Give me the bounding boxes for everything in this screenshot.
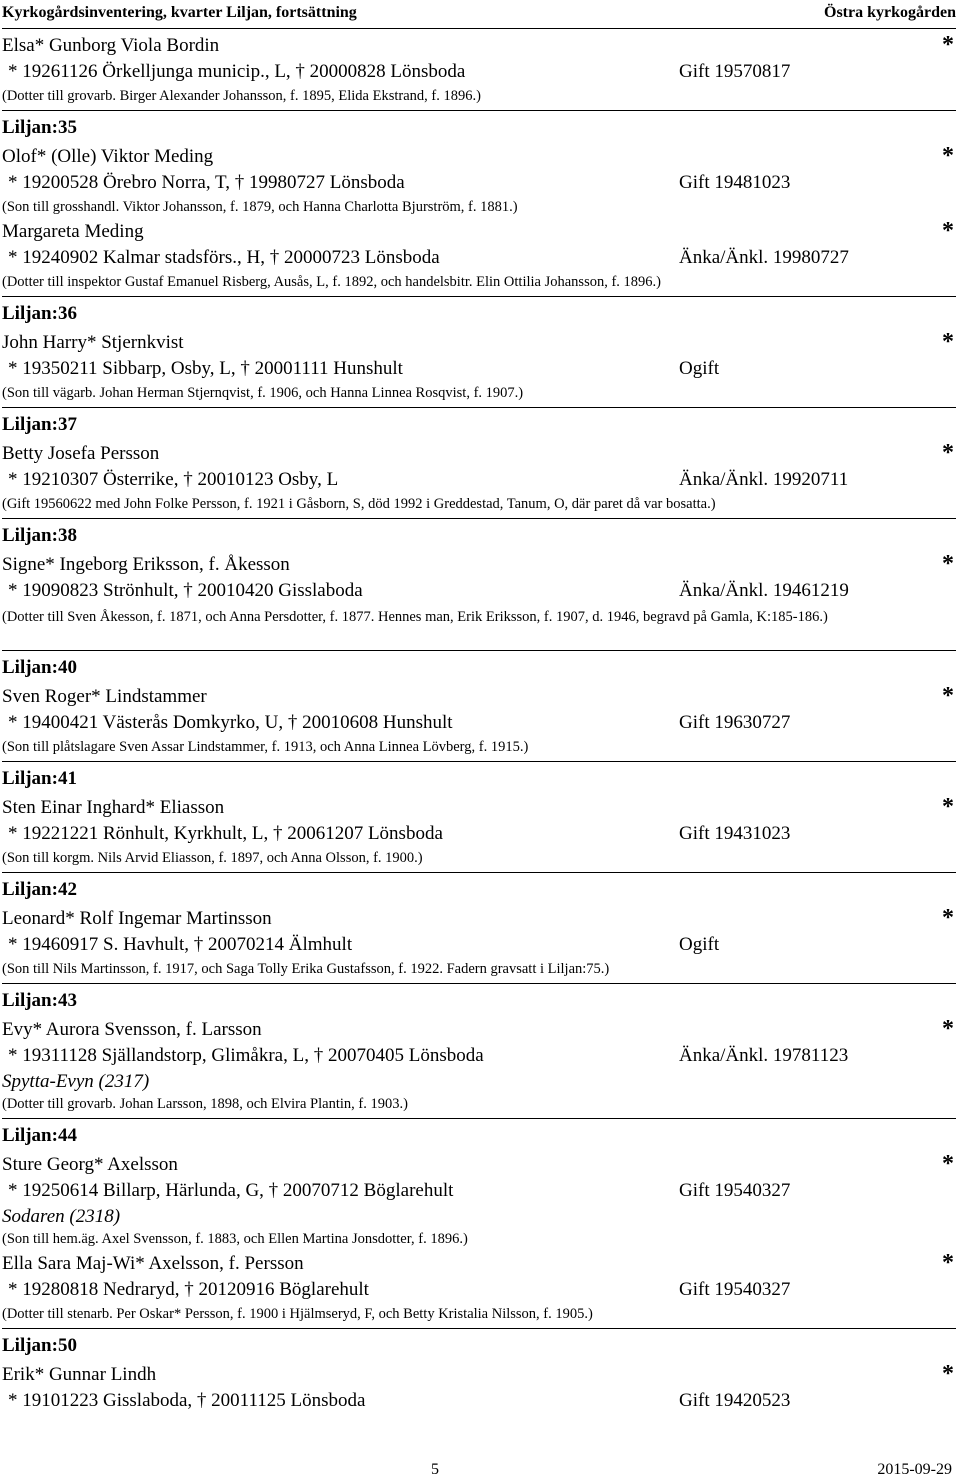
section-divider — [2, 1118, 956, 1119]
header-cemetery: Östra kyrkogården — [824, 4, 956, 21]
section-divider — [2, 872, 956, 873]
star-mark: * — [942, 794, 954, 820]
civil-status: Gift 19420523 — [679, 1390, 791, 1411]
person-name: Margareta Meding — [2, 221, 144, 242]
lot-label: Liljan:36 — [2, 303, 77, 324]
section-divider — [2, 761, 956, 762]
birth-death: * 19200528 Örebro Norra, T, † 19980727 Lönsboda — [8, 172, 405, 193]
person-name: Sven Roger* Lindstammer — [2, 686, 207, 707]
person-name: Sten Einar Inghard* Eliasson — [2, 797, 225, 818]
person-name: Elsa* Gunborg Viola Bordin — [2, 35, 220, 56]
parents-note: (Dotter till stenarb. Per Oskar* Persson, f. 1900 i Hjälmseryd, F, och Betty Kristalia Nilsson, f. 1905.) — [2, 1306, 593, 1322]
star-mark: * — [942, 1151, 954, 1177]
lot-label: Liljan:40 — [2, 657, 77, 678]
civil-status: Gift 19630727 — [679, 712, 791, 733]
birth-death: * 19311128 Själlandstorp, Glimåkra, L, † 20070405 Lönsboda — [8, 1045, 484, 1066]
star-mark: * — [942, 683, 954, 709]
parents-note: (Son till plåtslagare Sven Assar Lindstammer, f. 1913, och Anna Linnea Lövberg, f. 1915.) — [2, 739, 529, 755]
person-name: Betty Josefa Persson — [2, 443, 160, 464]
parents-note: (Son till vägarb. Johan Herman Stjernqvist, f. 1906, och Hanna Linnea Rosqvist, f. 1907.) — [2, 385, 524, 401]
star-mark: * — [942, 1361, 954, 1387]
parents-note: (Dotter till inspektor Gustaf Emanuel Risberg, Ausås, L, f. 1892, och handelsbitr. Elin Ottilia Johansson, f. 1896.) — [2, 274, 661, 290]
parents-note: (Son till hem.äg. Axel Svensson, f. 1883, och Ellen Martina Jonsdotter, f. 1896.) — [2, 1231, 468, 1247]
person-name: Evy* Aurora Svensson, f. Larsson — [2, 1019, 262, 1040]
lot-label: Liljan:38 — [2, 525, 77, 546]
lot-label: Liljan:43 — [2, 990, 77, 1011]
civil-status: Gift 19540327 — [679, 1180, 791, 1201]
star-mark: * — [942, 1250, 954, 1276]
section-divider — [2, 983, 956, 984]
civil-status: Änka/Änkl. 19461219 — [679, 580, 849, 601]
section-divider — [2, 110, 956, 111]
nickname: Spytta-Evyn (2317) — [2, 1071, 150, 1092]
birth-death: * 19240902 Kalmar stadsförs., H, † 20000723 Lönsboda — [8, 247, 440, 268]
header-divider — [2, 28, 956, 29]
parents-note: (Son till korgm. Nils Arvid Eliasson, f. 1897, och Anna Olsson, f. 1900.) — [2, 850, 423, 866]
person-name: Sture Georg* Axelsson — [2, 1154, 178, 1175]
parents-note: (Dotter till grovarb. Birger Alexander Johansson, f. 1895, Elida Ekstrand, f. 1896.) — [2, 88, 481, 104]
lot-label: Liljan:41 — [2, 768, 77, 789]
civil-status: Gift 19540327 — [679, 1279, 791, 1300]
birth-death: * 19090823 Strönhult, † 20010420 Gisslaboda — [8, 580, 363, 601]
birth-death: * 19460917 S. Havhult, † 20070214 Älmhult — [8, 934, 353, 955]
parents-note: (Son till grosshandl. Viktor Johansson, f. 1879, och Hanna Charlotta Bjurström, f. 1881.) — [2, 199, 518, 215]
civil-status: Änka/Änkl. 19920711 — [679, 469, 849, 490]
section-divider — [2, 407, 956, 408]
page-number: 5 — [431, 1461, 439, 1478]
header-title: Kyrkogårdsinventering, kvarter Liljan, fortsättning — [2, 4, 357, 21]
parents-note: (Dotter till Sven Åkesson, f. 1871, och Anna Persdotter, f. 1877. Hennes man, Erik Eriksson, f. 1907, d. 1946, begravd på Gamla, K:185-186.) — [2, 609, 828, 625]
lot-label: Liljan:44 — [2, 1125, 77, 1146]
parents-note: (Gift 19560622 med John Folke Persson, f. 1921 i Gåsborn, S, död 1992 i Greddestad, Tanum, O, där paret då var bosatta.) — [2, 496, 716, 512]
lot-label: Liljan:42 — [2, 879, 77, 900]
birth-death: * 19101223 Gisslaboda, † 20011125 Lönsboda — [8, 1390, 366, 1411]
star-mark: * — [942, 329, 954, 355]
section-divider — [2, 650, 956, 651]
civil-status: Gift 19431023 — [679, 823, 791, 844]
birth-death: * 19261126 Örkelljunga municip., L, † 20000828 Lönsboda — [8, 61, 466, 82]
section-divider — [2, 296, 956, 297]
birth-death: * 19400421 Västerås Domkyrko, U, † 20010608 Hunshult — [8, 712, 453, 733]
civil-status: Änka/Änkl. 19781123 — [679, 1045, 849, 1066]
nickname: Sodaren (2318) — [2, 1206, 121, 1227]
section-divider — [2, 1328, 956, 1329]
section-divider — [2, 518, 956, 519]
birth-death: * 19250614 Billarp, Härlunda, G, † 20070712 Böglarehult — [8, 1180, 454, 1201]
civil-status: Gift 19481023 — [679, 172, 791, 193]
civil-status: Ogift — [679, 358, 720, 379]
star-mark: * — [942, 1016, 954, 1042]
print-date: 2015-09-29 — [877, 1461, 952, 1478]
lot-label: Liljan:37 — [2, 414, 77, 435]
lot-label: Liljan:35 — [2, 117, 77, 138]
birth-death: * 19221221 Rönhult, Kyrkhult, L, † 20061207 Lönsboda — [8, 823, 443, 844]
person-name: John Harry* Stjernkvist — [2, 332, 184, 353]
birth-death: * 19280818 Nedraryd, † 20120916 Böglarehult — [8, 1279, 369, 1300]
star-mark: * — [942, 32, 954, 58]
birth-death: * 19350211 Sibbarp, Osby, L, † 20001111 Hunshult — [8, 358, 403, 379]
parents-note: (Dotter till grovarb. Johan Larsson, 1898, och Elvira Plantin, f. 1903.) — [2, 1096, 408, 1112]
civil-status: Gift 19570817 — [679, 61, 791, 82]
parents-note: (Son till Nils Martinsson, f. 1917, och Saga Tolly Erika Gustafsson, f. 1922. Fadern gravsatt i Liljan:75.) — [2, 961, 610, 977]
civil-status: Ogift — [679, 934, 720, 955]
star-mark: * — [942, 905, 954, 931]
person-name: Erik* Gunnar Lindh — [2, 1364, 157, 1385]
person-name: Signe* Ingeborg Eriksson, f. Åkesson — [2, 554, 290, 575]
lot-label: Liljan:50 — [2, 1335, 77, 1356]
star-mark: * — [942, 218, 954, 244]
person-name: Leonard* Rolf Ingemar Martinsson — [2, 908, 272, 929]
star-mark: * — [942, 143, 954, 169]
birth-death: * 19210307 Österrike, † 20010123 Osby, L — [8, 469, 339, 490]
civil-status: Änka/Änkl. 19980727 — [679, 247, 849, 268]
page-header — [2, 4, 956, 26]
person-name: Olof* (Olle) Viktor Meding — [2, 146, 214, 167]
star-mark: * — [942, 551, 954, 577]
star-mark: * — [942, 440, 954, 466]
person-name: Ella Sara Maj-Wi* Axelsson, f. Persson — [2, 1253, 304, 1274]
